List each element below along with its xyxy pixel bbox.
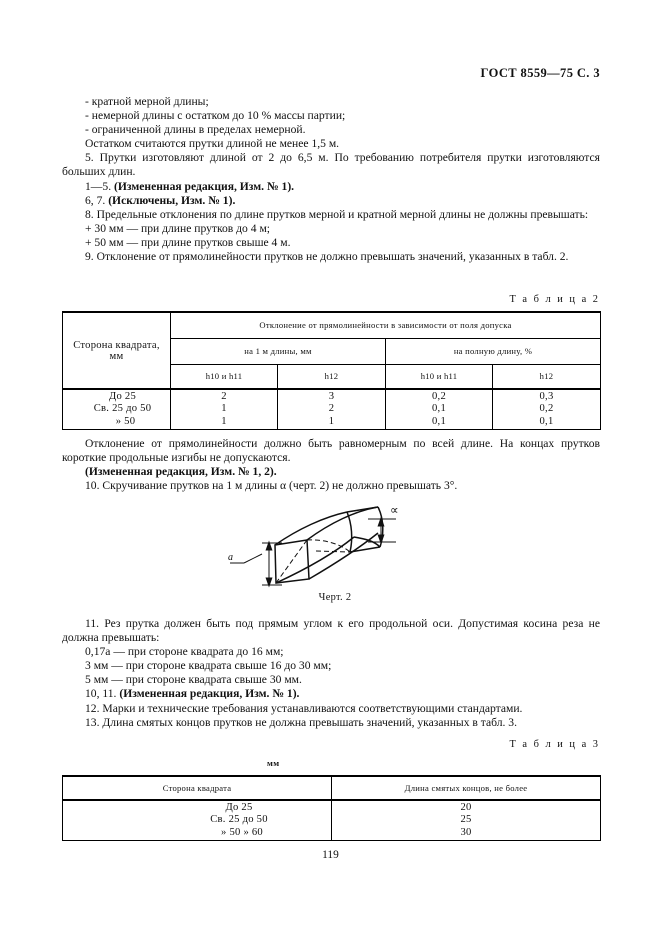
table-3-unit-label: мм [267, 758, 280, 768]
table-2-tolerance-header-4: h12 [493, 364, 601, 389]
figure-twisted-bar [190, 497, 480, 607]
table-2-tolerance-header-3: h10 и h11 [386, 364, 493, 389]
table-2-row-3-value-2: 1 [278, 415, 386, 429]
table-3-caption: Т а б л и ц а 3 [509, 739, 600, 750]
table-3-row-1-label: До 25 [63, 800, 332, 813]
table-3-row-2-label: Св. 25 до 50 [63, 813, 332, 826]
figure-label-angle: ∝ [390, 503, 399, 517]
table-2-row-3-value-4: 0,1 [493, 415, 601, 429]
amendment-1-2: (Измененная редакция, Изм. № 1, 2). [85, 465, 277, 479]
table-2-col1-header: Сторона квадрата, мм [63, 312, 171, 389]
clause-8-option-a: + 30 мм — при длине прутков до 4 м; [85, 221, 271, 235]
table-2-row-3-value-3: 0,1 [386, 415, 493, 429]
bullet-item-1: - кратной мерной длины; [85, 95, 209, 108]
table-row [63, 389, 601, 402]
table-row [63, 813, 601, 826]
table-2-row-2-value-1: 1 [171, 402, 278, 415]
table-2-group-header: Отклонение от прямолинейности в зависимости от поля допуска [171, 312, 601, 338]
bullet-item-2: - немерной длины с остатком до 10 % массы партии; [85, 109, 346, 123]
text-block-upper [62, 95, 600, 264]
table-2-caption: Т а б л и ц а 2 [509, 294, 600, 305]
clause-11-option-a: 0,17а — при стороне квадрата до 16 мм; [85, 645, 284, 659]
table-2-subgroup-1: на 1 м длины, мм [171, 338, 386, 364]
table-row [63, 800, 601, 813]
page-number: 119 [322, 849, 339, 861]
clause-13: 13. Длина смятых концов прутков не должна превышать значений, указанных в табл. 3. [85, 715, 518, 729]
paragraph-after-table-2: Отклонение от прямолинейности должно быть равномерным по всей длине. На концах прутков короткие продольные изгибы не допускаются. [62, 437, 600, 465]
amendment-1-5 [62, 180, 600, 194]
table-3-row-2-value: 25 [332, 813, 601, 826]
table-2-row-1-value-2: 3 [278, 389, 386, 402]
table-row [63, 402, 601, 415]
amendment-1-5-text: (Измененная редакция, Изм. № 1). [113, 179, 295, 193]
amendment-10-11-text: (Измененная редакция, Изм. № 1). [119, 687, 300, 701]
amendment-6-7-text: (Исключены, Изм. № 1). [108, 193, 236, 207]
amendment-6-7-number: 6, 7. [85, 193, 109, 207]
table-row [63, 826, 601, 840]
table-3-header-1: Сторона квадрата [63, 776, 332, 800]
text-block-middle [62, 437, 600, 493]
table-2-row-1-label: До 25 [63, 389, 171, 402]
table-3 [62, 775, 601, 841]
clause-11-option-b: 3 мм — при стороне квадрата свыше 16 до 30 мм; [85, 659, 332, 673]
table-2-row-2-value-3: 0,1 [386, 402, 493, 415]
clause-9: 9. Отклонение от прямолинейности прутков не должно превышать значений, указанных в табл. 2. [85, 250, 569, 264]
paragraph-remainder: Остатком считаются прутки длиной не менее 1,5 м. [85, 137, 340, 151]
table-3-header-2: Длина смятых концов, не более [332, 776, 601, 800]
table-2-tolerance-header-2: h12 [278, 364, 386, 389]
table-2-row-2-label: Св. 25 до 50 [63, 402, 171, 415]
bullet-item-3: - ограниченной длины в пределах немерной. [85, 123, 306, 137]
table-3-row-1-value: 20 [332, 800, 601, 813]
amendment-1-5-number: 1—5. [85, 179, 114, 193]
table-2-row-2-value-2: 2 [278, 402, 386, 415]
table-2-row-3-value-1: 1 [171, 415, 278, 429]
clause-12: 12. Марки и технические требования устанавливаются соответствующими стандартами. [85, 701, 523, 715]
table-row [63, 415, 601, 429]
amendment-6-7 [62, 194, 600, 208]
text-block-lower [62, 617, 600, 730]
table-3-row-3-label: » 50 » 60 [63, 826, 332, 840]
amendment-10-11 [62, 687, 600, 701]
figure-caption: Черт. 2 [318, 592, 352, 603]
page-header-standard: ГОСТ 8559—75 С. 3 [480, 66, 600, 80]
table-2-tolerance-header-1: h10 и h11 [171, 364, 278, 389]
clause-11: 11. Рез прутка должен быть под прямым углом к его продольной оси. Допустимая косина реза не должна превышать: [62, 617, 600, 645]
twisted-bar-drawing [190, 497, 480, 607]
table-2-row-2-value-4: 0,2 [493, 402, 601, 415]
clause-8-option-b: + 50 мм — при длине прутков свыше 4 м. [85, 235, 291, 249]
table-2-row-1-value-4: 0,3 [493, 389, 601, 402]
figure-label-side: а [228, 552, 233, 563]
table-2-row-1-value-3: 0,2 [386, 389, 493, 402]
clause-11-option-c: 5 мм — при стороне квадрата свыше 30 мм. [85, 673, 302, 687]
clause-10: 10. Скручивание прутков на 1 м длины α (черт. 2) не должно превышать 3°. [85, 479, 458, 493]
table-2-row-1-value-1: 2 [171, 389, 278, 402]
table-2 [62, 311, 601, 430]
clause-5: 5. Прутки изготовляют длиной от 2 до 6,5 м. По требованию потребителя прутки изготовляются больших длин. [62, 151, 600, 179]
table-3-row-3-value: 30 [332, 826, 601, 840]
table-3-unit [62, 758, 600, 768]
table-2-subgroup-2: на полную длину, % [386, 338, 601, 364]
table-2-row-3-label: » 50 [63, 415, 171, 429]
amendment-10-11-number: 10, 11. [85, 687, 120, 701]
clause-8: 8. Предельные отклонения по длине прутков мерной и кратной мерной длины не должны превышать: [85, 207, 589, 221]
